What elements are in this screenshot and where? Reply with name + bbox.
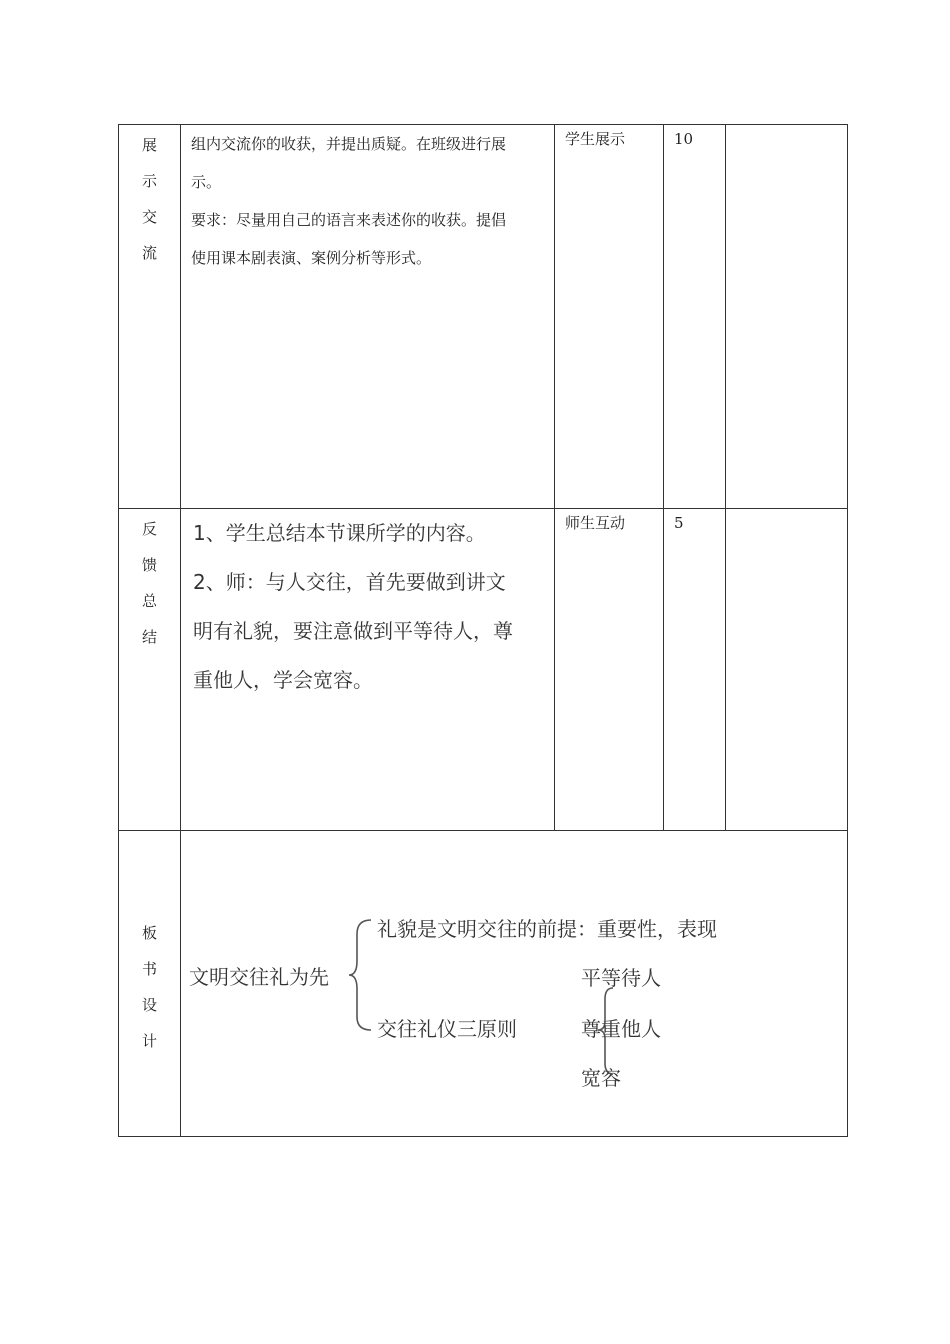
activity-cell: 学生展示 bbox=[555, 125, 664, 509]
principle-equality: 平等待人 bbox=[581, 966, 661, 990]
time-cell: 5 bbox=[664, 509, 726, 831]
content-line: 2、师：与人交往，首先要做到讲文 bbox=[193, 570, 506, 594]
stage-label-feedback-summary: 反 馈 总 结 bbox=[119, 509, 181, 831]
content-line: 重他人，学会宽容。 bbox=[193, 668, 373, 692]
board-design-cell bbox=[181, 831, 848, 1137]
row-board-design bbox=[119, 831, 848, 1137]
board-root-text: 文明交往礼为先 bbox=[189, 965, 329, 989]
content-line: 1、学生总结本节课所学的内容。 bbox=[193, 521, 486, 545]
main-brace bbox=[349, 920, 371, 1030]
row-display-exchange bbox=[119, 125, 848, 509]
content-feedback-summary bbox=[181, 509, 555, 831]
stage-label-board-design: 板 书 设 计 bbox=[119, 831, 181, 1137]
board-branch-etiquette: 礼貌是文明交往的前提：重要性，表现 bbox=[377, 917, 717, 941]
row-feedback-summary bbox=[119, 509, 848, 831]
stage-label-display-exchange: 展 示 交 流 bbox=[119, 125, 181, 509]
content-line: 明有礼貌，要注意做到平等待人，尊 bbox=[193, 619, 513, 643]
content-line: 组内交流你的收获，并提出质疑。在班级进行展 bbox=[191, 135, 507, 153]
content-line: 使用课本剧表演、案例分析等形式。 bbox=[191, 249, 432, 267]
content-line: 要求：尽量用自己的语言来表述你的收获。提倡 bbox=[191, 211, 507, 229]
note-cell bbox=[726, 509, 848, 831]
lesson-plan-table bbox=[118, 124, 848, 1137]
principle-tolerance: 宽容 bbox=[581, 1066, 621, 1090]
content-display-exchange bbox=[181, 125, 555, 509]
board-branch-principles: 交往礼仪三原则 bbox=[377, 1017, 517, 1041]
content-line: 示。 bbox=[191, 173, 222, 191]
time-cell: 10 bbox=[664, 125, 726, 509]
board-diagram bbox=[181, 831, 847, 1136]
activity-cell: 师生互动 bbox=[555, 509, 664, 831]
principle-respect: 尊重他人 bbox=[581, 1017, 661, 1041]
note-cell bbox=[726, 125, 848, 509]
